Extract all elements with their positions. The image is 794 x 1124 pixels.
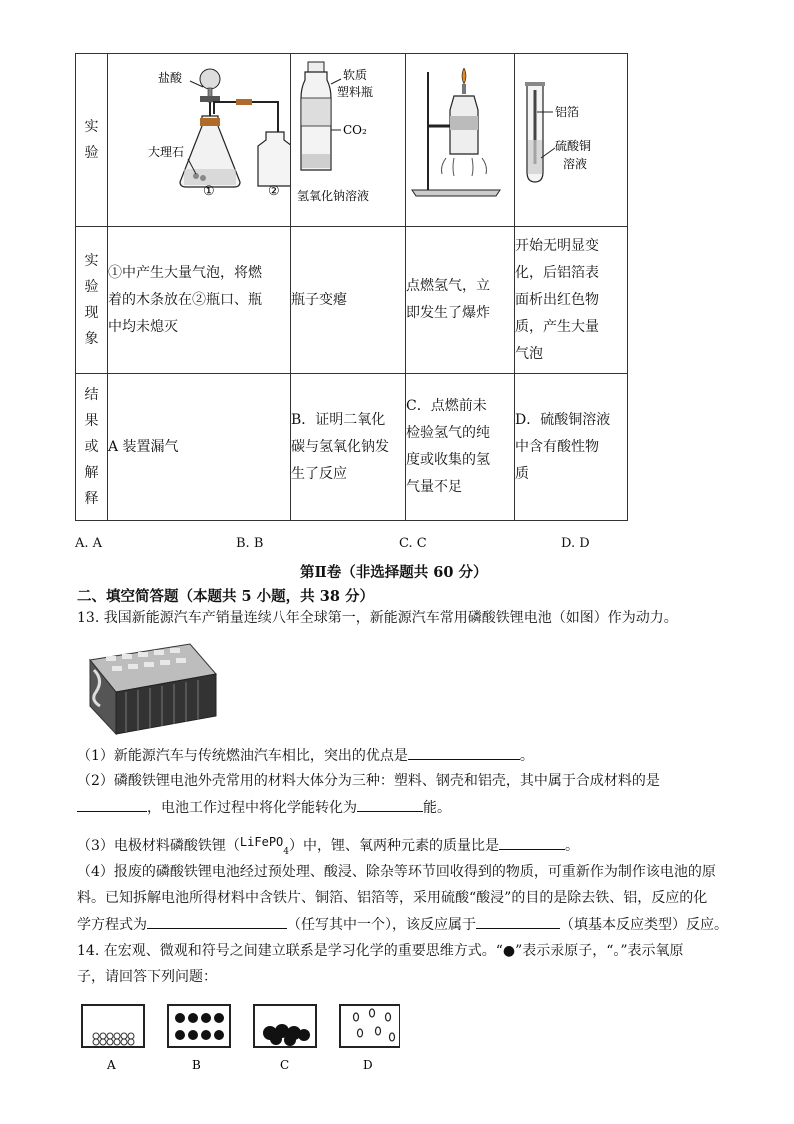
option-a[interactable]: A. A bbox=[75, 536, 103, 551]
label-cuso4-solution: 溶液 bbox=[563, 157, 588, 171]
box-label-d: D bbox=[363, 1058, 373, 1072]
test-tube-diagram bbox=[515, 54, 627, 216]
answer-blank-1[interactable] bbox=[408, 745, 520, 760]
label-naoh: 氢氧化钠溶液 bbox=[297, 189, 370, 203]
particle-diagram bbox=[80, 1003, 400, 1075]
answer-blank-6[interactable] bbox=[476, 914, 560, 929]
apparatus-hydrogen bbox=[406, 54, 515, 227]
phenomenon-d: 开始无明显变 化，后铝箔表 面析出红色物 质，产生大量 气泡 bbox=[515, 227, 628, 374]
q13-part2b: ，电池工作过程中将化学能转化为 能。 bbox=[77, 797, 451, 818]
label-flask-1: ① bbox=[203, 184, 215, 199]
box-label-c: C bbox=[280, 1058, 290, 1072]
part-title: 二、填空简答题（本题共 5 小题，共 38 分） bbox=[77, 588, 374, 605]
conclusion-b: B．证明二氧化 碳与氢氧化钠发 生了反应 bbox=[291, 374, 406, 521]
q14-stem-line2: 子，请回答下列问题： bbox=[77, 969, 217, 985]
label-marble: 大理石 bbox=[148, 145, 185, 159]
answer-blank-2[interactable] bbox=[77, 797, 147, 812]
row-header-phenomena: 实 验 现 象 bbox=[76, 227, 108, 374]
box-label-a: A bbox=[107, 1058, 116, 1072]
experiment-table bbox=[75, 53, 628, 521]
battery-image bbox=[86, 640, 218, 736]
apparatus-hcl-marble bbox=[108, 54, 291, 227]
answer-blank-3[interactable] bbox=[357, 797, 423, 812]
soft-bottle-diagram bbox=[291, 54, 405, 216]
box-c bbox=[254, 1005, 316, 1047]
hydrogen-ignition-diagram bbox=[406, 54, 514, 216]
label-plastic-bottle: 塑料瓶 bbox=[337, 85, 374, 99]
gas-generator-diagram bbox=[108, 54, 290, 216]
q13-part2a: （2）磷酸铁锂电池外壳常用的材料大体分为三种：塑料、钢壳和铝壳，其中属于合成材料的是 bbox=[77, 773, 660, 789]
q14-stem-line1: 14. 在宏观、微观和符号之间建立联系是学习化学的重要思维方式。“●”表示汞原子，“。”表示氧原 bbox=[77, 943, 684, 959]
phenomenon-c: 点燃氢气，立 即发生了爆炸 bbox=[406, 227, 515, 374]
apparatus-test-tube bbox=[515, 54, 628, 227]
option-c[interactable]: C. C bbox=[399, 536, 427, 551]
box-b bbox=[168, 1005, 230, 1047]
q13-stem: 13. 我国新能源汽车产销量连续八年全球第一，新能源汽车常用磷酸铁锂电池（如图）作为动力。 bbox=[77, 610, 678, 626]
phenomenon-b: 瓶子变瘪 bbox=[291, 227, 406, 374]
label-soft: 软质 bbox=[343, 68, 368, 82]
conclusion-a: A 装置漏气 bbox=[108, 374, 291, 521]
box-d bbox=[340, 1005, 400, 1047]
q13-part1: （1）新能源汽车与传统燃油汽车相比，突出的优点是 。 bbox=[77, 745, 534, 766]
label-hcl: 盐酸 bbox=[158, 71, 183, 85]
label-cuso4: 硫酸铜 bbox=[555, 139, 592, 153]
box-label-b: B bbox=[192, 1058, 201, 1072]
apparatus-soft-bottle bbox=[291, 54, 406, 227]
answer-blank-5[interactable] bbox=[147, 914, 287, 929]
row-header-experiment: 实 验 bbox=[76, 54, 108, 227]
answer-blank-4[interactable] bbox=[499, 835, 565, 850]
q13-part4c: 学方程式为 （任写其中一个），该反应属于 （填基本反应类型）反应。 bbox=[77, 914, 728, 935]
q13-part4a: （4）报废的磷酸铁锂电池经过预处理、酸浸、除杂等环节回收得到的物质，可重新作为制作该电池的原 bbox=[77, 864, 716, 880]
option-d[interactable]: D. D bbox=[561, 536, 590, 551]
formula-lifepo4: LiFePO bbox=[239, 835, 284, 849]
q13-part4b: 料。已知拆解电池所得材料中含铁片、铜箔、铝箔等，采用硫酸“酸浸”的目的是除去铁、铝，反应的化 bbox=[77, 890, 708, 906]
label-co2: CO₂ bbox=[343, 123, 367, 137]
section-title: 第Ⅱ卷（非选择题共 60 分） bbox=[300, 564, 488, 581]
option-b[interactable]: B. B bbox=[236, 536, 264, 551]
phenomenon-a: ①中产生大量气泡，将燃 着的木条放在②瓶口、瓶 中均未熄灭 bbox=[108, 227, 291, 374]
label-bottle-2: ② bbox=[268, 184, 280, 199]
conclusion-c: C．点燃前未 检验氢气的纯 度或收集的氢 气量不足 bbox=[406, 374, 515, 521]
box-a bbox=[82, 1005, 144, 1047]
row-header-conclusion: 结 果 或 解 释 bbox=[76, 374, 108, 521]
q13-part3: （3）电极材料磷酸铁锂（LiFePO$_4$）中，锂、氧两种元素的质量比是 。 bbox=[77, 835, 580, 857]
label-al-foil: 铝箔 bbox=[555, 105, 580, 119]
conclusion-d: D．硫酸铜溶液 中含有酸性物 质 bbox=[515, 374, 628, 521]
